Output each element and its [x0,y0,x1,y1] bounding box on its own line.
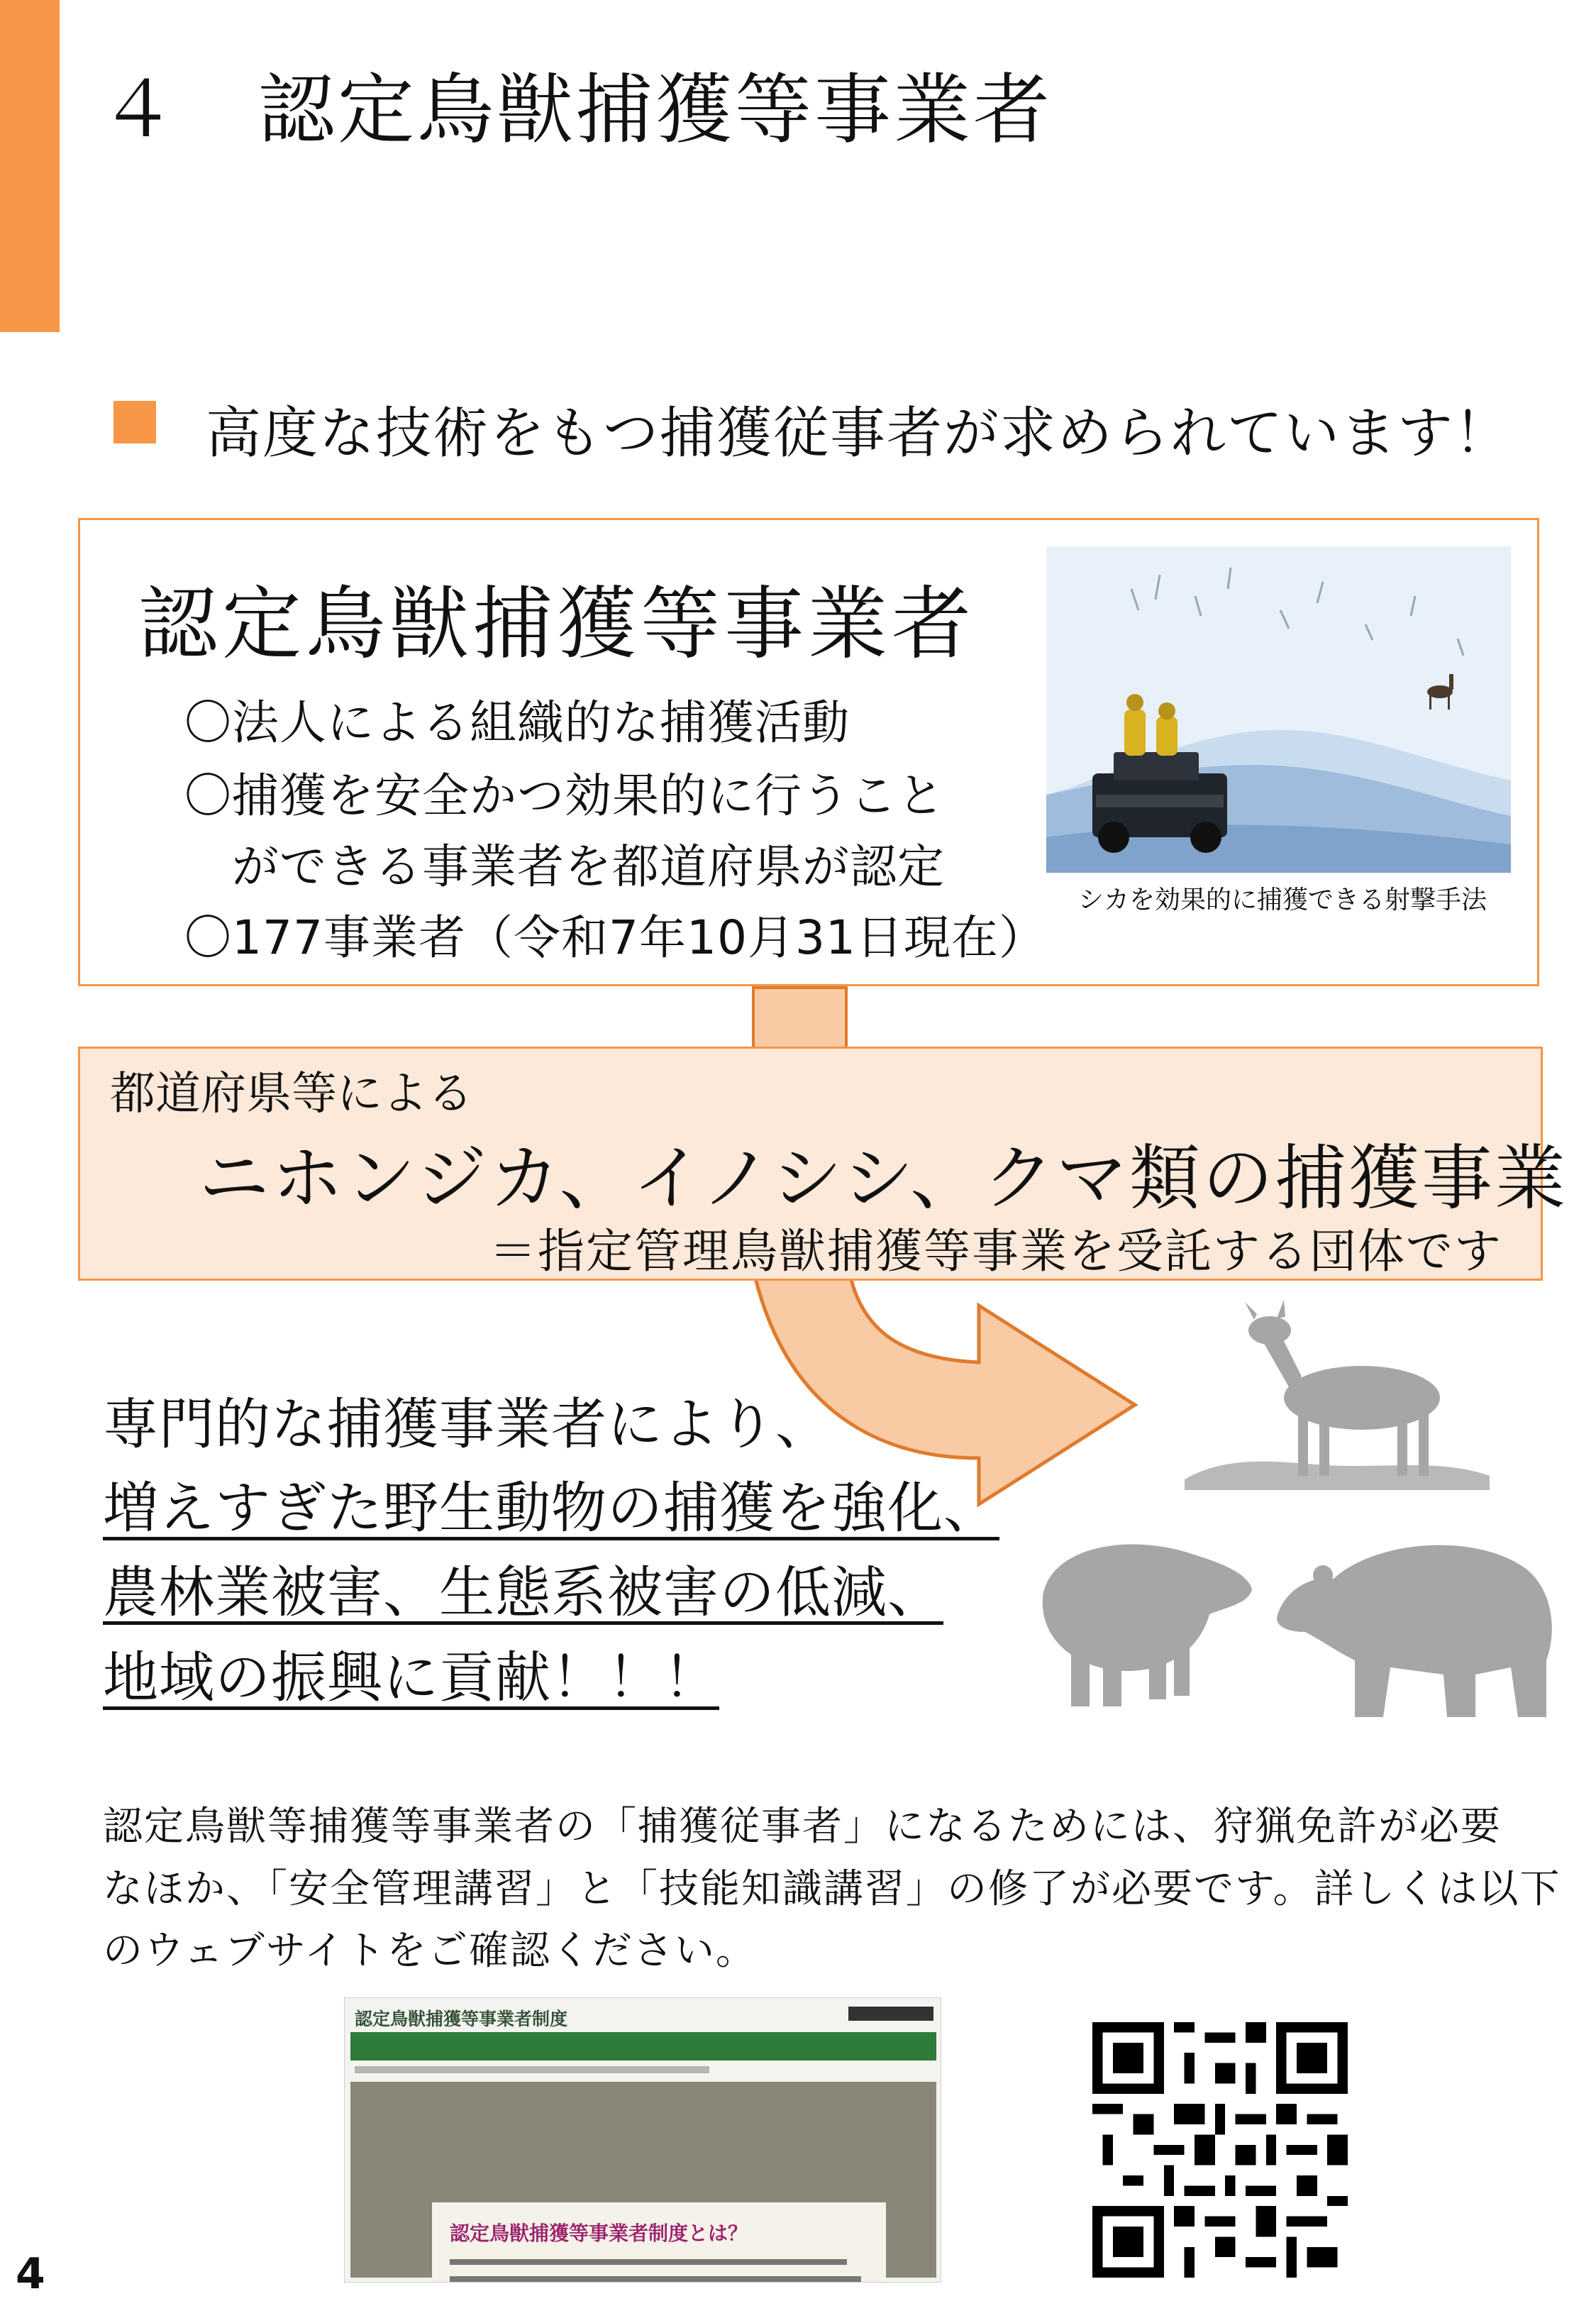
bear-icon [1263,1526,1561,1731]
website-card [432,2202,886,2283]
band-subtext: ＝指定管理鳥獣捕獲等事業を受託する団体です [489,1224,1502,1279]
page-title: ４ 認定鳥獣捕獲等事業者 [99,66,1053,155]
benefit-line: 地域の振興に貢献！！！ [103,1646,720,1710]
website-text-line [450,2276,861,2282]
info-line: 〇177事業者（令和7年10月31日現在） [184,910,1046,965]
flow-connector [752,986,848,1050]
band-intro: 都道府県等による [110,1068,473,1120]
boar-icon [1021,1518,1256,1717]
website-title: 認定鳥獣捕獲等事業者制度 [355,2009,568,2029]
snow-hunting-photo [1046,546,1511,873]
website-card-title: 認定鳥獣捕獲等事業者制度とは？ [450,2222,748,2245]
note-line: なほか、「安全管理講習」と「技能知識講習」の修了が必要です。詳しくは以下 [103,1866,1561,1912]
info-box-title: 認定鳥獣捕獲等事業者 [138,578,975,671]
website-hero [350,2082,936,2278]
side-accent-bar [0,0,60,332]
website-breadcrumb [355,2066,709,2073]
benefit-line: 農林業被害、生態系被害の低減、 [103,1561,944,1625]
website-preview[interactable] [344,1997,941,2283]
band-headline: ニホンジカ、イノシシ、クマ類の捕獲事業 [199,1137,1568,1220]
deer-icon [1170,1298,1504,1497]
photo-caption: シカを効果的に捕獲できる射撃手法 [1078,886,1487,915]
info-line: 〇捕獲を安全かつ効果的に行うこと [184,768,945,823]
website-text-line [450,2259,847,2265]
note-line: 認定鳥獣等捕獲等事業者の「捕獲従事者」になるためには、狩猟免許が必要 [103,1804,1502,1850]
note-line: のウェブサイトをご確認ください。 [103,1928,757,1974]
benefit-line: 増えすぎた野生動物の捕獲を強化、 [103,1477,1000,1540]
website-nav-bar [350,2032,936,2060]
lead-text: 高度な技術をもつ捕獲従事者が求められています！ [206,402,1512,465]
page-number: 4 [16,2249,45,2299]
website-lang-bar [848,2007,933,2021]
qr-code-icon[interactable] [1092,2022,1348,2278]
benefit-line: 専門的な捕獲事業者により、 [103,1393,832,1457]
bullet-square-icon [113,401,156,443]
info-line: ができる事業者を都道府県が認定 [184,839,945,894]
info-line: 〇法人による組織的な捕獲活動 [184,695,850,750]
